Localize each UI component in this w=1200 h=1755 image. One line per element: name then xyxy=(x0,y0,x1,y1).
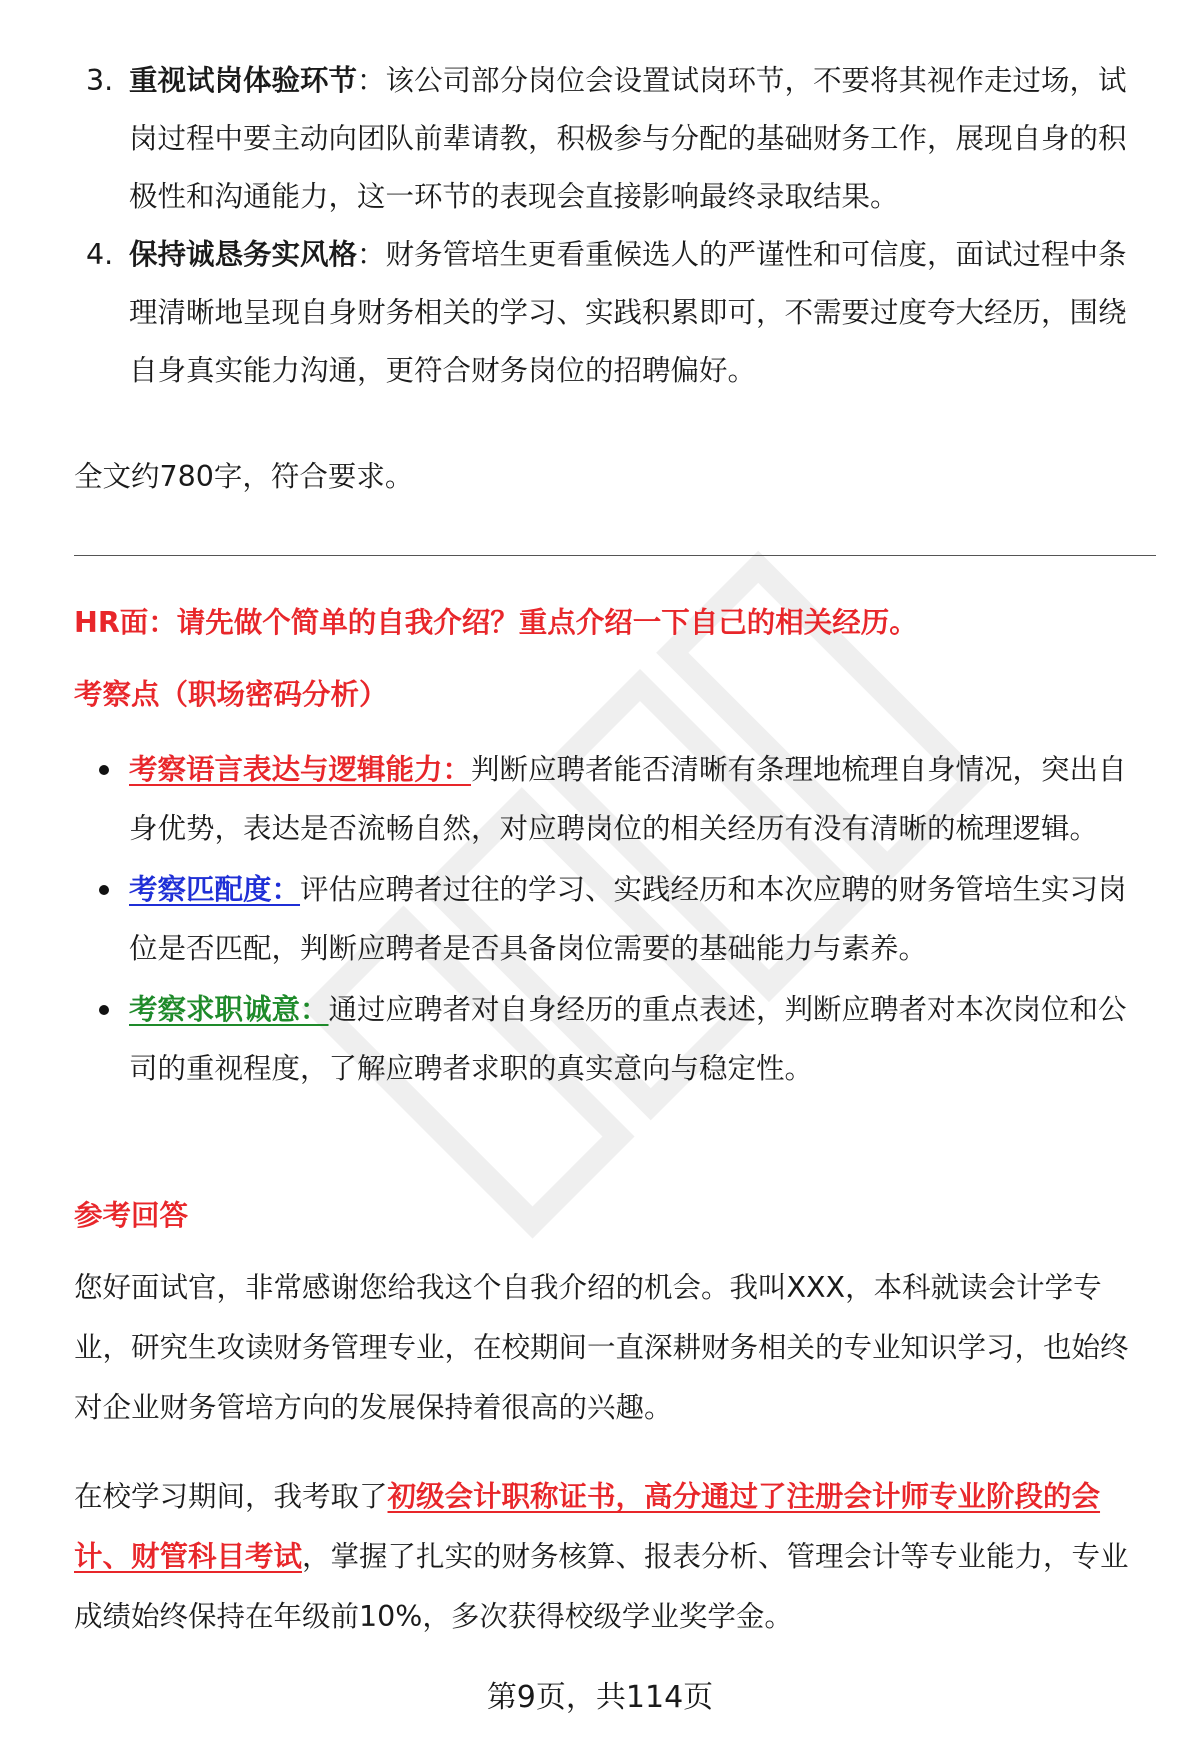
exam-points-list xyxy=(74,740,1154,1100)
tip-title: 保持诚恳务实风格 xyxy=(129,238,358,271)
page-number: 第9页，共114页 xyxy=(486,1680,714,1715)
tip-separator: ： xyxy=(357,64,386,97)
tip-text: 财务管培生更看重候选人的严谨性和可信度，面试过程中条理清晰地呈现自身财务相关的学习、实践积累即可，不需要过度夸大经历，围绕自身真实能力沟通，更符合财务岗位的招聘偏好。 xyxy=(129,238,1127,387)
bullet-text: 通过应聘者对自身经历的重点表述，判断应聘者对本次岗位和公司的重视程度，了解应聘者求职的真实意向与稳定性。 xyxy=(129,993,1127,1085)
answer-paragraph-1: 您好面试官，非常感谢您给我这个自我介绍的机会。我叫XXX，本科就读会计学专业，研究生攻读财务管理专业，在校期间一直深耕财务相关的专业知识学习，也始终对企业财务管培方向的发展保持着很高的兴趣。 xyxy=(74,1271,1129,1424)
answer-text-before: 在校学习期间，我考取了 xyxy=(74,1480,388,1513)
list-marker: 4. xyxy=(86,238,114,271)
list-item xyxy=(74,226,1144,400)
tip-title: 重视试岗体验环节 xyxy=(129,64,358,97)
list-item xyxy=(74,860,1154,978)
bullet-dot-icon xyxy=(99,885,109,895)
answer-text-after: ，掌握了扎实的财务核算、报表分析、管理会计等专业能力，专业成绩始终保持在年级前10%，多次获得校级学业奖学金。 xyxy=(74,1540,1129,1633)
bullet-label: 考察匹配度： xyxy=(129,873,301,906)
bullet-label: 考察求职诚意： xyxy=(129,993,329,1026)
tip-separator: ： xyxy=(357,238,386,271)
list-item xyxy=(74,52,1144,226)
list-item xyxy=(74,980,1154,1098)
answer-heading: 参考回答 xyxy=(74,1199,189,1232)
bullet-dot-icon xyxy=(99,1005,109,1015)
tip-text: 该公司部分岗位会设置试岗环节，不要将其视作走过场，试岗过程中要主动向团队前辈请教，积极参与分配的基础财务工作，展现自身的积极性和沟通能力，这一环节的表现会直接影响最终录取结果。 xyxy=(129,64,1127,213)
list-item xyxy=(74,740,1154,858)
bullet-text: 判断应聘者能否清晰有条理地梳理自身情况，突出自身优势，表达是否流畅自然，对应聘岗位的相关经历有没有清晰的梳理逻辑。 xyxy=(129,753,1127,845)
bullet-dot-icon xyxy=(99,765,109,775)
exam-points-heading: 考察点（职场密码分析） xyxy=(74,678,388,711)
answer-highlight: 初级会计职称证书，高分通过了注册会计师专业阶段的会计、财管科目考试 xyxy=(74,1480,1101,1573)
word-count-note: 全文约780字，符合要求。 xyxy=(74,460,414,493)
numbered-tips-list xyxy=(74,52,1144,400)
list-marker: 3. xyxy=(86,64,114,97)
bullet-text: 评估应聘者过往的学习、实践经历和本次应聘的财务管培生实习岗位是否匹配，判断应聘者是否具备岗位需要的基础能力与素养。 xyxy=(129,873,1127,965)
interview-question: HR面：请先做个简单的自我介绍？重点介绍一下自己的相关经历。 xyxy=(74,606,918,639)
bullet-label: 考察语言表达与逻辑能力： xyxy=(129,753,472,786)
section-divider xyxy=(74,555,1156,556)
answer-paragraph-2 xyxy=(74,1467,1154,1647)
